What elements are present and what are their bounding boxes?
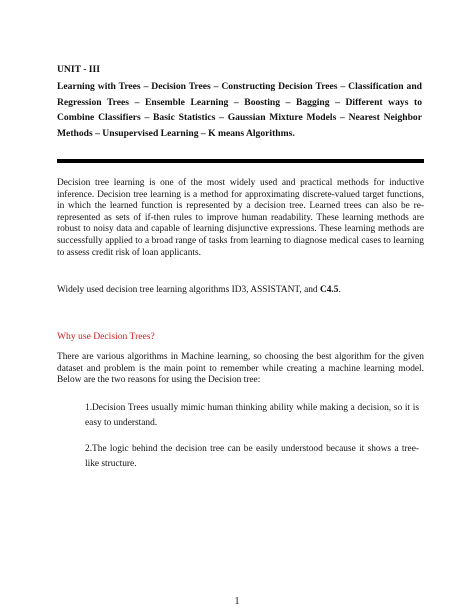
reason-item-1: 1.Decision Trees usually mimic human thinking ability while making a decision, so it is easy to understand. <box>85 403 419 429</box>
reason-item-2: 2.The logic behind the decision tree can be easily understood because it shows a tree-like structure. <box>85 444 419 470</box>
page-number: 1 <box>234 596 240 607</box>
section-heading: Why use Decision Trees? <box>57 331 155 342</box>
algorithms-sentence <box>57 285 424 297</box>
horizontal-rule <box>57 159 424 163</box>
unit-title: UNIT - III <box>57 64 101 75</box>
why-paragraph: There are various algorithms in Machine learning, so choosing the best algorithm for the given dataset and problem is the main point to remember while creating a machine learning model. Below are the two reasons for using the Decision tree: <box>57 352 424 386</box>
algorithms-prefix: Widely used decision tree learning algorithms ID3, ASSISTANT, and <box>57 285 320 295</box>
algorithms-bold: C4.5 <box>319 285 339 295</box>
intro-paragraph: Decision tree learning is one of the most widely used and practical methods for inductive inference. Decision tree learning is a method for approximating discrete-valued target functions, in which the learned function is represented by a decision tree. Learned trees can also be re-represented as sets of if-then rules to improve human readability. These learning methods are robust to noisy data and capable of learning disjunctive expressions. These learning methods are successfully applied to a broad range of tasks from learning to diagnose medical cases to learning to assess credit risk of loan applicants. <box>57 178 424 258</box>
algorithms-suffix: . <box>338 285 341 295</box>
syllabus-topics: Learning with Trees – Decision Trees – Constructing Decision Trees – Classification and Regression Trees – Ensemble Learning – Boosting – Bagging – Different ways to Combine Classifiers – Basic Statistics – Gaussian Mixture Models – Nearest Neighbor Methods – Unsupervised Learning – K means Algorithms. <box>57 81 422 139</box>
